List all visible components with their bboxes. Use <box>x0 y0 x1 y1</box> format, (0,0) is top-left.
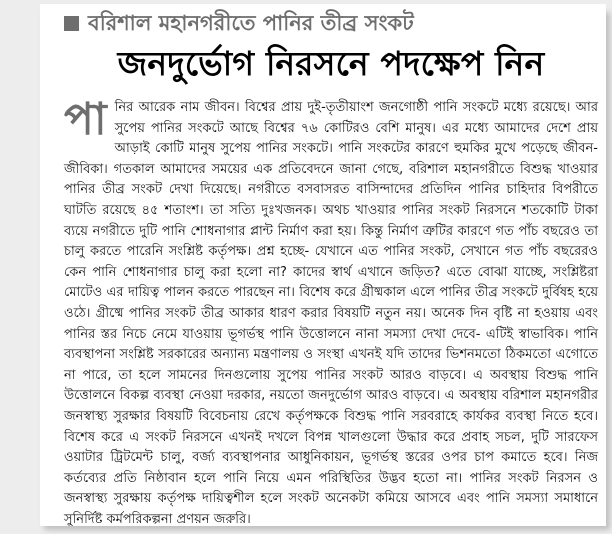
article-headline: জনদুর্ভোগ নিরসনে পদক্ষেপ নিন <box>117 44 545 83</box>
newspaper-clipping <box>40 4 606 526</box>
article-body <box>64 94 598 526</box>
kicker-text: বরিশাল মহানগরীতে পানির তীব্র সংকট <box>88 11 414 35</box>
drop-cap: পা <box>64 94 107 145</box>
article-kicker <box>64 10 598 36</box>
article-body-text: নির আরেক নাম জীবন। বিশ্বের প্রায় দুই-তৃতীয়াংশ জনগোষ্ঠী পানি সংকটে মধ্যে রয়েছে। আর সুপেয় পানির সংকটে আছে বিশ্বের ৭৬ কোটিরও বেশি মানুষ। এর মধ্যে আমাদের দেশে প্রায় আড়াই কোটি মানুষ সুপেয় পানির সংকটে। পানি সংকটের কারণে হুমকির মুখে পড়েছে জীবন-জীবিকা। গতকাল আমাদের সময়ের এক প্রতিবেদনে জানা গেছে, বরিশাল মহানগরীতে বিশুদ্ধ খাওয়ার পানির তীব্র সংকট দেখা দিয়েছে। নগরীতে বসবাসরত বাসিন্দাদের প্রতিদিন পানির চাহিদার বিপরীতে ঘাটতি রয়েছে ৪৫ শতাংশ। তা সত্যি দুঃখজনক। অথচ খাওয়ার পানির সংকট নিরসনে শতকোটি টাকা ব্যয়ে নগরীতে দুটি পানি শোধনাগার প্লান্ট নির্মাণ করা হয়। কিন্তু নির্মাণ ত্রুটির কারণে গত পাঁচ বছরেও তা চালু করতে পারেনি সংশ্লিষ্ট কর্তৃপক্ষ। প্রশ্ন হচ্ছে- যেখানে এত পানির সংকট, সেখানে গত পাঁচ বছরেরও কেন পানি শোধনাগার চালু করা হলো না? কাদের স্বার্থ এখানে জড়িত? এতে বোঝা যাচ্ছে, সংশ্লিষ্টরা মোটেও এর দায়িত্ব পালন করতে পারছেন না। বিশেষ করে গ্রীষ্মকাল এলে পানির তীব্র সংকটে দুর্বিষহ হয়ে ওঠে। গ্রীষ্মে পানির সংকট তীব্র আকার ধারণ করার বিষয়টি নতুন নয়। অনেক দিন বৃষ্টি না হওয়ায় এবং পানির স্তর নিচে নেমে যাওয়ায় ভূগর্ভস্থ পানি উত্তোলনে নানা সমস্যা দেখা দেবে- এটিই স্বাভাবিক। পানি ব্যবস্থাপনা সংশ্লিষ্ট সরকারের অন্যান্য মন্ত্রণালয় ও সংস্থা এখনই যদি তাদের ভিশনমতো ঠিকমতো এগোতে না পারে, তা হলে সামনের দিনগুলোয় সুপেয় পানির সংকট আরও বাড়বে। এ অবস্থায় বিশুদ্ধ পানি উত্তোলনে বিকল্প ব্যবস্থা নেওয়া দরকার, নয়তো জনদুর্ভোগ আরও বাড়বে। এ অবস্থায় বরিশাল মহানগরীর জনস্বাস্থ্য সুরক্ষার বিষয়টি বিবেচনায় রেখে কর্তৃপক্ষকে বিশুদ্ধ পানি সরবরাহে কার্যকর ব্যবস্থা নিতে হবে। বিশেষ করে এ সংকট নিরসনে এখনই দখলে বিপন্ন খালগুলো উদ্ধার করে প্রবাহ সচল, দুটি সারফেস ওয়াটার ট্রিটমেন্ট চালু, বর্জ্য ব্যবস্থাপনার আধুনিকায়ন, ভূগর্ভস্থ স্তরের ওপর চাপ কমাতে হবে। নিজ কর্তব্যের প্রতি নিষ্ঠাবান হলে পানি নিয়ে এমন পরিস্থিতির উদ্ভব হতো না। পানির সংকট নিরসন ও জনস্বাস্থ্য সুরক্ষায় কর্তৃপক্ষ দায়িত্বশীল হলে সংকট অনেকটা কমিয়ে আসবে এবং পানি সমস্যা সমাধানে সুনির্দিষ্ট কর্মপরিকল্পনা প্রণয়ন জরুরি। <box>64 100 598 526</box>
square-bullet-icon <box>64 16 79 31</box>
